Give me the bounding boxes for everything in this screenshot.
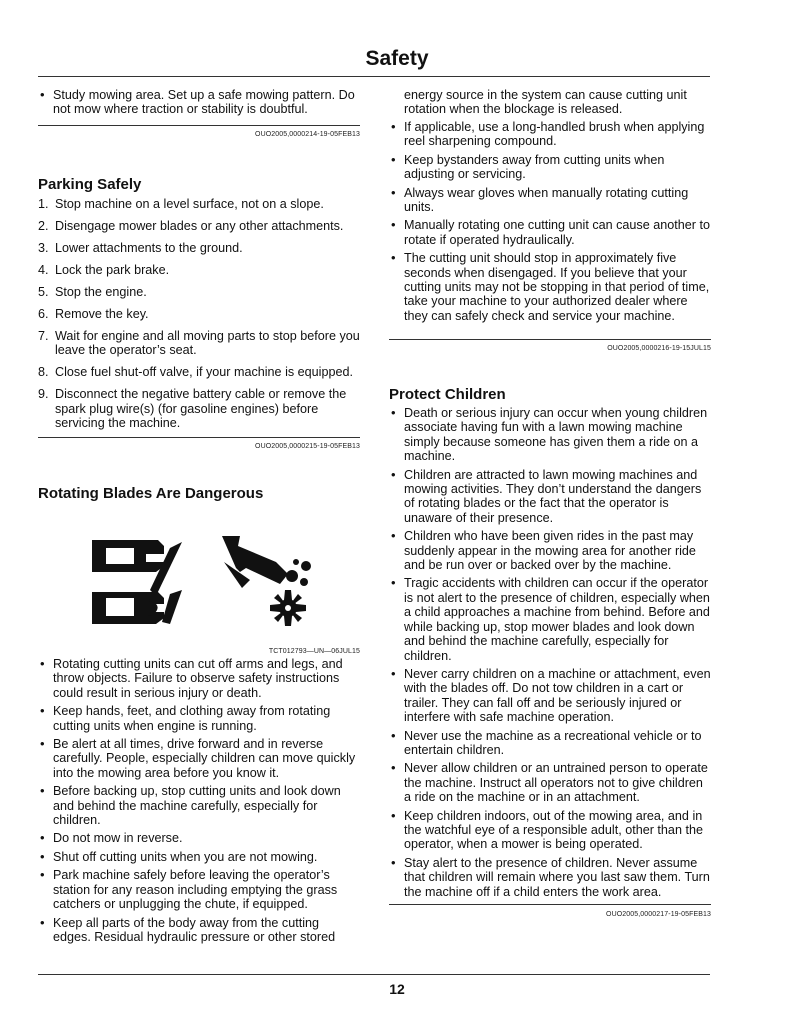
- section-rule: [389, 904, 711, 905]
- list-item: [38, 197, 360, 211]
- list-item: • Children are attracted to lawn mowing machines and mowing activities. They don’t understand the dangers of rotating blades or the fact that the operator is unaware of their presence.: [389, 468, 711, 526]
- list-item: [38, 307, 360, 321]
- protect-children-bullet-list: [389, 406, 711, 903]
- list-item: • If applicable, use a long-handled brush when applying reel sharpening compound.: [389, 120, 711, 149]
- reference-code: OUO2005,0000217-19-05FEB13: [606, 911, 711, 918]
- list-item: • Be alert at all times, drive forward and in reverse carefully. People, especially children can move quickly into the mowing area before you know it.: [38, 737, 360, 780]
- step-text: Disconnect the negative battery cable or remove the spark plug wire(s) (for gasoline engines) before servicing the machine.: [55, 387, 347, 431]
- list-item: [38, 329, 360, 358]
- list-item: • Keep bystanders away from cutting units when adjusting or servicing.: [389, 153, 711, 182]
- list-item: [38, 241, 360, 255]
- continued-text: energy source in the system can cause cutting unit rotation when the blockage is released.: [404, 88, 687, 117]
- step-number: 9.: [38, 387, 49, 402]
- list-item: • Always wear gloves when manually rotating cutting units.: [389, 186, 711, 215]
- step-text: Close fuel shut-off valve, if your machine is equipped.: [55, 365, 353, 380]
- list-item: • Park machine safely before leaving the operator’s station for any reason including emptying the grass catchers or unplugging the chute, if equipped.: [38, 868, 360, 911]
- list-item: • Never allow children or an untrained person to operate the machine. Instruct all operators not to give children a ride on the machine or in an attachment.: [389, 761, 711, 804]
- reference-code: OUO2005,0000215-19-05FEB13: [255, 443, 360, 450]
- step-number: 2.: [38, 219, 49, 233]
- list-item: • Rotating cutting units can cut off arms and legs, and throw objects. Failure to observe safety instructions could result in serious injury or death.: [38, 657, 360, 700]
- list-item: [38, 219, 360, 233]
- list-item: • Keep all parts of the body away from the cutting edges. Residual hydraulic pressure or other stored: [38, 916, 360, 945]
- section-heading-rotating-blades: Rotating Blades Are Dangerous: [38, 485, 264, 502]
- list-item: • Keep hands, feet, and clothing away from rotating cutting units when engine is running.: [38, 704, 360, 733]
- step-number: 6.: [38, 307, 49, 321]
- thrown-objects-warning-icon: [216, 532, 326, 632]
- section-rule: [389, 339, 711, 340]
- list-item: [38, 263, 360, 277]
- blade-safety-bullet-list: [389, 120, 711, 327]
- rotating-blades-figure: [38, 528, 360, 638]
- list-item: • Before backing up, stop cutting units and look down and behind the machine carefully, especially for children.: [38, 784, 360, 827]
- figure-caption: TCT012793—UN—06JUL15: [268, 648, 360, 655]
- list-item: • Manually rotating one cutting unit can cause another to rotate if operated hydraulically.: [389, 218, 711, 247]
- continued-paragraph: [389, 88, 711, 117]
- step-text: Stop the engine.: [55, 285, 147, 299]
- footer-rule: [38, 974, 710, 975]
- step-text: Stop machine on a level surface, not on a slope.: [55, 197, 324, 211]
- step-number: 3.: [38, 241, 49, 255]
- list-item: • Never use the machine as a recreational vehicle or to entertain children.: [389, 729, 711, 758]
- step-text: Remove the key.: [55, 307, 149, 321]
- reference-code: OUO2005,0000214-19-05FEB13: [255, 131, 360, 138]
- list-item: • Study mowing area. Set up a safe mowing pattern. Do not mow where traction or stability is doubtful.: [38, 88, 360, 117]
- section-rule: [38, 125, 360, 126]
- header-rule: [38, 76, 710, 77]
- list-item: • The cutting unit should stop in approximately five seconds when disengaged. If you believe that your cutting units may not be stopping in that period of time, take your machine to your authorized dealer where they can safely check and service your machine.: [389, 251, 711, 323]
- list-item: • Shut off cutting units when you are not mowing.: [38, 850, 360, 864]
- list-item: • Children who have been given rides in the past may suddenly appear in the mowing area for another ride and be run over or backed over by the machine.: [389, 529, 711, 572]
- gear-icon: [270, 590, 306, 626]
- section-rule: [38, 437, 360, 438]
- list-item: • Do not mow in reverse.: [38, 831, 360, 845]
- list-item: • Never carry children on a machine or attachment, even with the blades off. Do not tow children in a cart or trailer. They can fall off and be seriously injured or interfere with safe machine operation.: [389, 667, 711, 725]
- step-text: Wait for engine and all moving parts to stop before you leave the operator’s seat.: [55, 329, 360, 358]
- reference-code: OUO2005,0000216-19-15JUL15: [607, 345, 711, 352]
- hand-blade-warning-icon: [86, 534, 196, 630]
- step-number: 4.: [38, 263, 49, 277]
- parking-steps-list: [38, 197, 360, 438]
- page-number: 12: [389, 981, 405, 997]
- list-item: • Stay alert to the presence of children. Never assume that children will remain where you last saw them. Turn the machine off if a child enters the work area.: [389, 856, 711, 899]
- list-item: [38, 285, 360, 299]
- rotating-blades-bullet-list: [38, 657, 360, 948]
- step-number: 1.: [38, 197, 49, 211]
- list-item: [38, 387, 360, 430]
- list-item: • Keep children indoors, out of the mowing area, and in the watchful eye of a responsible adult, other than the operator, when a mower is being operated.: [389, 809, 711, 852]
- page-title: Safety: [365, 47, 429, 70]
- step-number: 5.: [38, 285, 49, 299]
- step-number: 7.: [38, 329, 49, 343]
- list-item: • Tragic accidents with children can occur if the operator is not alert to the presence of children, especially when a child approaches a machine from behind. Before and while backing up, stop mower blades and look down and behind the machine carefully, especially for children.: [389, 576, 711, 662]
- step-text: Lower attachments to the ground.: [55, 241, 243, 255]
- step-text: Lock the park brake.: [55, 263, 170, 277]
- list-item: [38, 365, 360, 379]
- step-text: Disengage mower blades or any other attachments.: [55, 219, 344, 233]
- list-item: • Death or serious injury can occur when young children associate having fun with a lawn mowing machine simply because someone has given them a ride on a machine.: [389, 406, 711, 464]
- section-heading-protect-children: Protect Children: [389, 386, 506, 403]
- step-number: 8.: [38, 365, 49, 380]
- intro-bullet-list: [38, 88, 360, 121]
- section-heading-parking: Parking Safely: [38, 176, 142, 193]
